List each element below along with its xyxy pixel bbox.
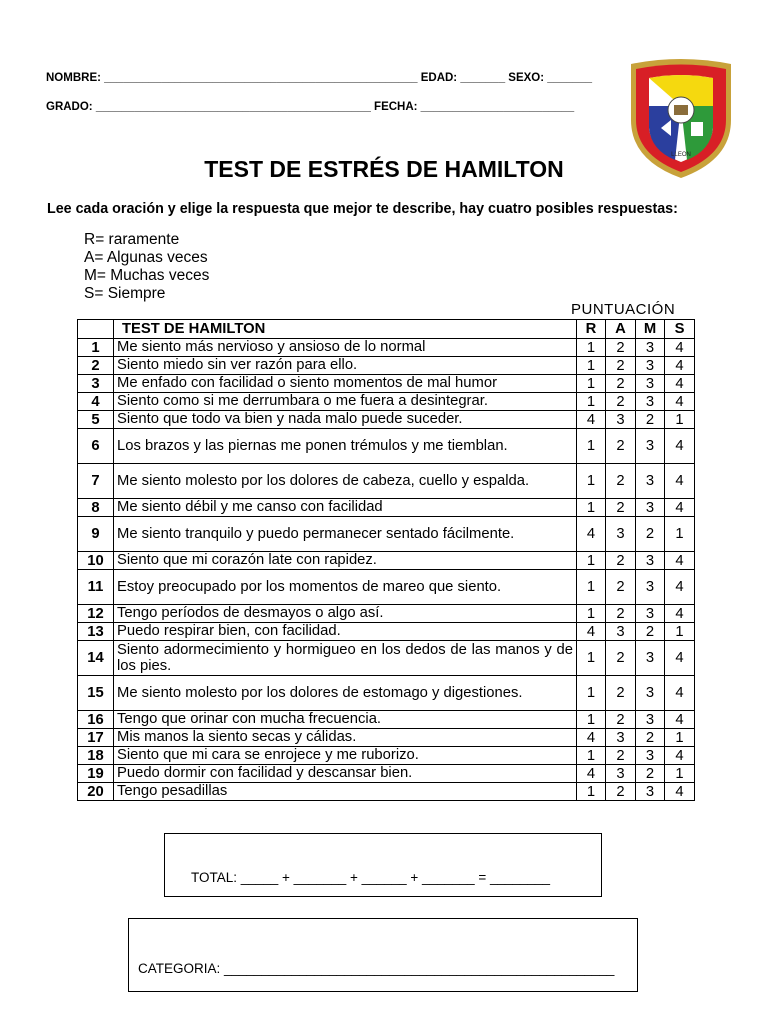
item-number: 12 <box>78 605 114 623</box>
header-m: M <box>636 320 665 339</box>
item-text: Me siento molesto por los dolores de cabeza, cuello y espalda. <box>114 464 577 499</box>
score-cell: 4 <box>577 623 606 641</box>
item-text: Me siento débil y me canso con facilidad <box>114 499 577 517</box>
score-cell: 2 <box>606 357 636 375</box>
item-number: 20 <box>78 783 114 801</box>
score-cell: 3 <box>636 747 665 765</box>
item-text: Me siento tranquilo y puedo permanecer sentado fácilmente. <box>114 517 577 552</box>
score-cell: 1 <box>577 676 606 711</box>
score-cell: 4 <box>665 641 695 676</box>
score-cell: 1 <box>577 783 606 801</box>
score-cell: 1 <box>577 641 606 676</box>
table-row <box>78 747 695 765</box>
table-row <box>78 570 695 605</box>
category-box <box>128 918 638 992</box>
table-row <box>78 464 695 499</box>
category-label: CATEGORIA: ____________________________________________________ <box>138 961 615 976</box>
score-cell: 3 <box>636 339 665 357</box>
item-number: 5 <box>78 411 114 429</box>
score-cell: 2 <box>606 570 636 605</box>
score-cell: 4 <box>665 783 695 801</box>
score-cell: 3 <box>636 783 665 801</box>
grade-date-line: GRADO: ___________________________________________ FECHA: ________________________ <box>46 101 575 113</box>
score-cell: 2 <box>606 747 636 765</box>
header-s: S <box>665 320 695 339</box>
score-cell: 2 <box>606 339 636 357</box>
scoring-label: PUNTUACIÓN <box>571 301 676 318</box>
table-row <box>78 623 695 641</box>
score-cell: 4 <box>577 765 606 783</box>
score-cell: 1 <box>665 517 695 552</box>
score-cell: 1 <box>665 623 695 641</box>
score-cell: 1 <box>577 357 606 375</box>
item-text: Siento que mi cara se enrojece y me ruborizo. <box>114 747 577 765</box>
table-header-row <box>78 320 695 339</box>
score-cell: 4 <box>665 393 695 411</box>
score-cell: 4 <box>577 517 606 552</box>
score-cell: 1 <box>577 339 606 357</box>
item-number: 19 <box>78 765 114 783</box>
item-number: 15 <box>78 676 114 711</box>
header-r: R <box>577 320 606 339</box>
item-text: Siento miedo sin ver razón para ello. <box>114 357 577 375</box>
score-cell: 4 <box>665 676 695 711</box>
svg-text:LLEON: LLEON <box>671 152 691 158</box>
score-cell: 4 <box>665 464 695 499</box>
table-row <box>78 375 695 393</box>
score-cell: 4 <box>577 729 606 747</box>
item-number: 13 <box>78 623 114 641</box>
score-cell: 2 <box>606 429 636 464</box>
item-text: Estoy preocupado por los momentos de mareo que siento. <box>114 570 577 605</box>
item-number: 14 <box>78 641 114 676</box>
score-cell: 3 <box>636 711 665 729</box>
item-number: 8 <box>78 499 114 517</box>
score-cell: 3 <box>636 552 665 570</box>
item-number: 1 <box>78 339 114 357</box>
score-cell: 2 <box>606 605 636 623</box>
score-cell: 1 <box>665 411 695 429</box>
item-number: 7 <box>78 464 114 499</box>
score-cell: 1 <box>577 711 606 729</box>
header-number <box>78 320 114 339</box>
score-cell: 3 <box>636 393 665 411</box>
score-cell: 3 <box>606 517 636 552</box>
score-cell: 3 <box>606 765 636 783</box>
score-cell: 2 <box>606 711 636 729</box>
table-row <box>78 357 695 375</box>
table-row <box>78 711 695 729</box>
score-cell: 1 <box>577 747 606 765</box>
item-text: Siento adormecimiento y hormigueo en los dedos de las manos y de los pies. <box>114 641 577 676</box>
item-text: Siento que todo va bien y nada malo puede suceder. <box>114 411 577 429</box>
item-text: Siento que mi corazón late con rapidez. <box>114 552 577 570</box>
score-cell: 3 <box>636 499 665 517</box>
table-row <box>78 641 695 676</box>
score-cell: 3 <box>606 729 636 747</box>
item-text: Tengo que orinar con mucha frecuencia. <box>114 711 577 729</box>
table-row <box>78 411 695 429</box>
item-text: Siento como si me derrumbara o me fuera a desintegrar. <box>114 393 577 411</box>
score-cell: 4 <box>665 747 695 765</box>
legend-item: M= Muchas veces <box>84 267 210 284</box>
score-cell: 1 <box>577 375 606 393</box>
total-box <box>164 833 602 897</box>
score-cell: 2 <box>606 641 636 676</box>
table-row <box>78 765 695 783</box>
score-cell: 3 <box>636 570 665 605</box>
score-cell: 2 <box>606 393 636 411</box>
score-cell: 2 <box>636 623 665 641</box>
item-text: Me siento molesto por los dolores de estomago y digestiones. <box>114 676 577 711</box>
score-cell: 1 <box>577 570 606 605</box>
score-cell: 4 <box>665 499 695 517</box>
score-cell: 1 <box>665 729 695 747</box>
score-cell: 4 <box>665 339 695 357</box>
score-cell: 3 <box>636 605 665 623</box>
item-text: Los brazos y las piernas me ponen trémulos y me tiemblan. <box>114 429 577 464</box>
total-label: TOTAL: _____ + _______ + ______ + _______ = ________ <box>191 870 551 885</box>
table-row <box>78 393 695 411</box>
score-cell: 3 <box>606 411 636 429</box>
item-text: Tengo pesadillas <box>114 783 577 801</box>
score-cell: 4 <box>665 570 695 605</box>
score-cell: 3 <box>636 375 665 393</box>
item-number: 10 <box>78 552 114 570</box>
item-number: 11 <box>78 570 114 605</box>
score-cell: 2 <box>636 729 665 747</box>
name-age-sex-line: NOMBRE: _________________________________________________ EDAD: _______ SEXO: _______ <box>46 72 593 84</box>
table-row <box>78 552 695 570</box>
item-number: 9 <box>78 517 114 552</box>
score-cell: 3 <box>636 676 665 711</box>
table-row <box>78 783 695 801</box>
score-cell: 4 <box>665 375 695 393</box>
score-cell: 1 <box>577 605 606 623</box>
item-number: 6 <box>78 429 114 464</box>
item-number: 16 <box>78 711 114 729</box>
score-cell: 4 <box>665 605 695 623</box>
table-row <box>78 429 695 464</box>
item-text: Tengo períodos de desmayos o algo así. <box>114 605 577 623</box>
score-cell: 1 <box>577 393 606 411</box>
table-row <box>78 729 695 747</box>
score-cell: 3 <box>636 357 665 375</box>
hamilton-table <box>77 319 695 801</box>
legend-item: S= Siempre <box>84 285 166 302</box>
score-cell: 3 <box>636 429 665 464</box>
score-cell: 4 <box>577 411 606 429</box>
score-cell: 1 <box>577 429 606 464</box>
score-cell: 2 <box>636 411 665 429</box>
score-cell: 2 <box>636 765 665 783</box>
table-row <box>78 517 695 552</box>
score-cell: 3 <box>636 641 665 676</box>
item-text: Puedo dormir con facilidad y descansar bien. <box>114 765 577 783</box>
item-number: 17 <box>78 729 114 747</box>
response-legend <box>84 231 209 303</box>
item-text: Me siento más nervioso y ansioso de lo normal <box>114 339 577 357</box>
table-row <box>78 499 695 517</box>
score-cell: 4 <box>665 429 695 464</box>
score-cell: 2 <box>606 499 636 517</box>
score-cell: 4 <box>665 552 695 570</box>
score-cell: 2 <box>606 464 636 499</box>
score-cell: 2 <box>606 552 636 570</box>
score-cell: 2 <box>606 375 636 393</box>
table-row <box>78 676 695 711</box>
instructions: Lee cada oración y elige la respuesta que mejor te describe, hay cuatro posibles respuestas: <box>47 201 678 217</box>
legend-item: A= Algunas veces <box>84 249 208 266</box>
table-row <box>78 605 695 623</box>
score-cell: 2 <box>606 783 636 801</box>
header-a: A <box>606 320 636 339</box>
item-number: 18 <box>78 747 114 765</box>
legend-item: R= raramente <box>84 231 180 248</box>
score-cell: 4 <box>665 711 695 729</box>
score-cell: 2 <box>636 517 665 552</box>
score-cell: 1 <box>577 499 606 517</box>
score-cell: 2 <box>606 676 636 711</box>
item-text: Me enfado con facilidad o siento momentos de mal humor <box>114 375 577 393</box>
score-cell: 1 <box>577 552 606 570</box>
item-text: Mis manos la siento secas y cálidas. <box>114 729 577 747</box>
item-number: 3 <box>78 375 114 393</box>
score-cell: 1 <box>577 464 606 499</box>
header-test: TEST DE HAMILTON <box>114 320 577 339</box>
page-title: TEST DE ESTRÉS DE HAMILTON <box>204 156 564 182</box>
score-cell: 3 <box>636 464 665 499</box>
score-cell: 4 <box>665 357 695 375</box>
item-text: Puedo respirar bien, con facilidad. <box>114 623 577 641</box>
item-number: 2 <box>78 357 114 375</box>
score-cell: 1 <box>665 765 695 783</box>
table-row <box>78 339 695 357</box>
score-cell: 3 <box>606 623 636 641</box>
item-number: 4 <box>78 393 114 411</box>
